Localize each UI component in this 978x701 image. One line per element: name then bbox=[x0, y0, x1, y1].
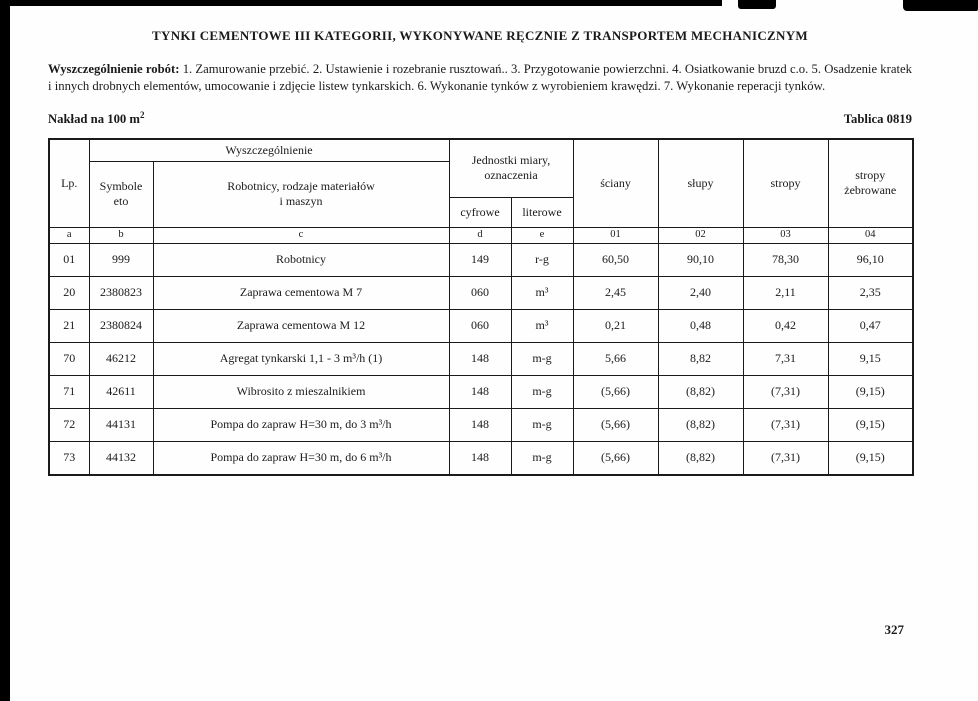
header-cyfrowe: cyfrowe bbox=[449, 197, 511, 227]
cell-sciany: 2,45 bbox=[573, 276, 658, 309]
cell-cyfrowe: 149 bbox=[449, 243, 511, 276]
cell-sciany: 60,50 bbox=[573, 243, 658, 276]
cell-literowe: m³ bbox=[511, 309, 573, 342]
cell-slupy: 90,10 bbox=[658, 243, 743, 276]
cell-stropy: 7,31 bbox=[743, 342, 828, 375]
cell-lp: 72 bbox=[49, 408, 89, 441]
cell-symbol: 44131 bbox=[89, 408, 153, 441]
cell-stropy: (7,31) bbox=[743, 375, 828, 408]
cell-literowe: r-g bbox=[511, 243, 573, 276]
cell-stropy-zebrowane: 9,15 bbox=[828, 342, 913, 375]
works-text: 1. Zamurowanie przebić. 2. Ustawienie i rozebranie rusztowań.. 3. Przygotowanie powierzchni. 4. Osiatkowanie bruzd c.o. 5. Osadzenie kratek i innych drobnych elementów, umocowanie i zdjęcie listew tynkarskich. 6. Wykonanie tynków z wyrobieniem krawędzi. 7. Wykonanie reperacji tynków. bbox=[48, 62, 912, 93]
cell-cyfrowe: 060 bbox=[449, 276, 511, 309]
naklad-superscript: 2 bbox=[140, 110, 145, 120]
cell-slupy: (8,82) bbox=[658, 441, 743, 475]
cell-lp: 71 bbox=[49, 375, 89, 408]
table-row bbox=[49, 375, 913, 408]
cell-description: Zaprawa cementowa M 12 bbox=[153, 309, 449, 342]
cell-stropy-zebrowane: (9,15) bbox=[828, 408, 913, 441]
header-stropy: stropy bbox=[743, 139, 828, 227]
cell-symbol: 2380823 bbox=[89, 276, 153, 309]
table-row bbox=[49, 243, 913, 276]
header-lp: Lp. bbox=[49, 139, 89, 227]
cell-symbol: 42611 bbox=[89, 375, 153, 408]
cell-lp: 01 bbox=[49, 243, 89, 276]
cell-stropy-zebrowane: (9,15) bbox=[828, 441, 913, 475]
cell-stropy: 78,30 bbox=[743, 243, 828, 276]
cell-slupy: 8,82 bbox=[658, 342, 743, 375]
scan-artifact-corner-blob bbox=[903, 0, 978, 11]
cell-literowe: m-g bbox=[511, 408, 573, 441]
letter-cell: e bbox=[511, 227, 573, 243]
table-row bbox=[49, 441, 913, 475]
letter-cell: c bbox=[153, 227, 449, 243]
cell-description: Pompa do zapraw H=30 m, do 3 m³/h bbox=[153, 408, 449, 441]
letter-cell: 01 bbox=[573, 227, 658, 243]
meta-row bbox=[48, 110, 912, 127]
cell-stropy-zebrowane: (9,15) bbox=[828, 375, 913, 408]
page-title: TYNKI CEMENTOWE III KATEGORII, WYKONYWANE RĘCZNIE Z TRANSPORTEM MECHANICZNYM bbox=[152, 28, 808, 43]
cell-symbol: 2380824 bbox=[89, 309, 153, 342]
table-row bbox=[49, 342, 913, 375]
letter-cell: b bbox=[89, 227, 153, 243]
cell-lp: 70 bbox=[49, 342, 89, 375]
works-label: Wyszczególnienie robót: bbox=[48, 62, 180, 76]
header-wyszczegolnienie: Wyszczególnienie bbox=[89, 139, 449, 161]
cell-sciany: 0,21 bbox=[573, 309, 658, 342]
letter-cell: d bbox=[449, 227, 511, 243]
cell-symbol: 44132 bbox=[89, 441, 153, 475]
cell-lp: 73 bbox=[49, 441, 89, 475]
cell-description: Zaprawa cementowa M 7 bbox=[153, 276, 449, 309]
cell-symbol: 46212 bbox=[89, 342, 153, 375]
cell-lp: 20 bbox=[49, 276, 89, 309]
cell-symbol: 999 bbox=[89, 243, 153, 276]
cell-slupy: (8,82) bbox=[658, 375, 743, 408]
letter-row bbox=[49, 227, 913, 243]
cell-literowe: m-g bbox=[511, 375, 573, 408]
page-number: 327 bbox=[884, 622, 904, 637]
naklad-label: Nakład na 100 $m^2$ bbox=[48, 110, 145, 127]
cell-slupy: (8,82) bbox=[658, 408, 743, 441]
cell-sciany: (5,66) bbox=[573, 441, 658, 475]
scan-artifact-left-bar bbox=[0, 0, 10, 701]
norms-table bbox=[48, 138, 914, 476]
table-row bbox=[49, 309, 913, 342]
cell-sciany: 5,66 bbox=[573, 342, 658, 375]
cell-stropy-zebrowane: 2,35 bbox=[828, 276, 913, 309]
header-stropy-zebrowane: stropy żebrowane bbox=[828, 139, 913, 227]
cell-literowe: m-g bbox=[511, 441, 573, 475]
cell-description: Pompa do zapraw H=30 m, do 6 m³/h bbox=[153, 441, 449, 475]
cell-stropy-zebrowane: 0,47 bbox=[828, 309, 913, 342]
cell-literowe: m³ bbox=[511, 276, 573, 309]
cell-slupy: 2,40 bbox=[658, 276, 743, 309]
cell-stropy: 2,11 bbox=[743, 276, 828, 309]
header-sciany: ściany bbox=[573, 139, 658, 227]
table-row bbox=[49, 408, 913, 441]
letter-cell: 02 bbox=[658, 227, 743, 243]
header-jednostki: Jednostki miary, oznaczenia bbox=[449, 139, 573, 197]
header-symbole: Symbole eto bbox=[89, 161, 153, 227]
cell-sciany: (5,66) bbox=[573, 375, 658, 408]
cell-description: Robotnicy bbox=[153, 243, 449, 276]
page-content bbox=[48, 0, 912, 476]
cell-stropy-zebrowane: 96,10 bbox=[828, 243, 913, 276]
cell-stropy: 0,42 bbox=[743, 309, 828, 342]
cell-cyfrowe: 148 bbox=[449, 375, 511, 408]
cell-description: Wibrosito z mieszalnikiem bbox=[153, 375, 449, 408]
cell-description: Agregat tynkarski 1,1 - 3 m³/h (1) bbox=[153, 342, 449, 375]
tablica-label: Tablica 0819 bbox=[843, 112, 912, 127]
header-literowe: literowe bbox=[511, 197, 573, 227]
cell-slupy: 0,48 bbox=[658, 309, 743, 342]
table-row bbox=[49, 276, 913, 309]
cell-stropy: (7,31) bbox=[743, 408, 828, 441]
cell-cyfrowe: 148 bbox=[449, 408, 511, 441]
header-robotnicy: Robotnicy, rodzaje materiałów i maszyn bbox=[153, 161, 449, 227]
letter-cell: 03 bbox=[743, 227, 828, 243]
header-row-1 bbox=[49, 139, 913, 161]
works-description bbox=[48, 61, 912, 95]
cell-cyfrowe: 148 bbox=[449, 342, 511, 375]
cell-cyfrowe: 148 bbox=[449, 441, 511, 475]
letter-cell: 04 bbox=[828, 227, 913, 243]
header-slupy: słupy bbox=[658, 139, 743, 227]
letter-cell: a bbox=[49, 227, 89, 243]
cell-lp: 21 bbox=[49, 309, 89, 342]
cell-literowe: m-g bbox=[511, 342, 573, 375]
cell-sciany: (5,66) bbox=[573, 408, 658, 441]
cell-stropy: (7,31) bbox=[743, 441, 828, 475]
cell-cyfrowe: 060 bbox=[449, 309, 511, 342]
